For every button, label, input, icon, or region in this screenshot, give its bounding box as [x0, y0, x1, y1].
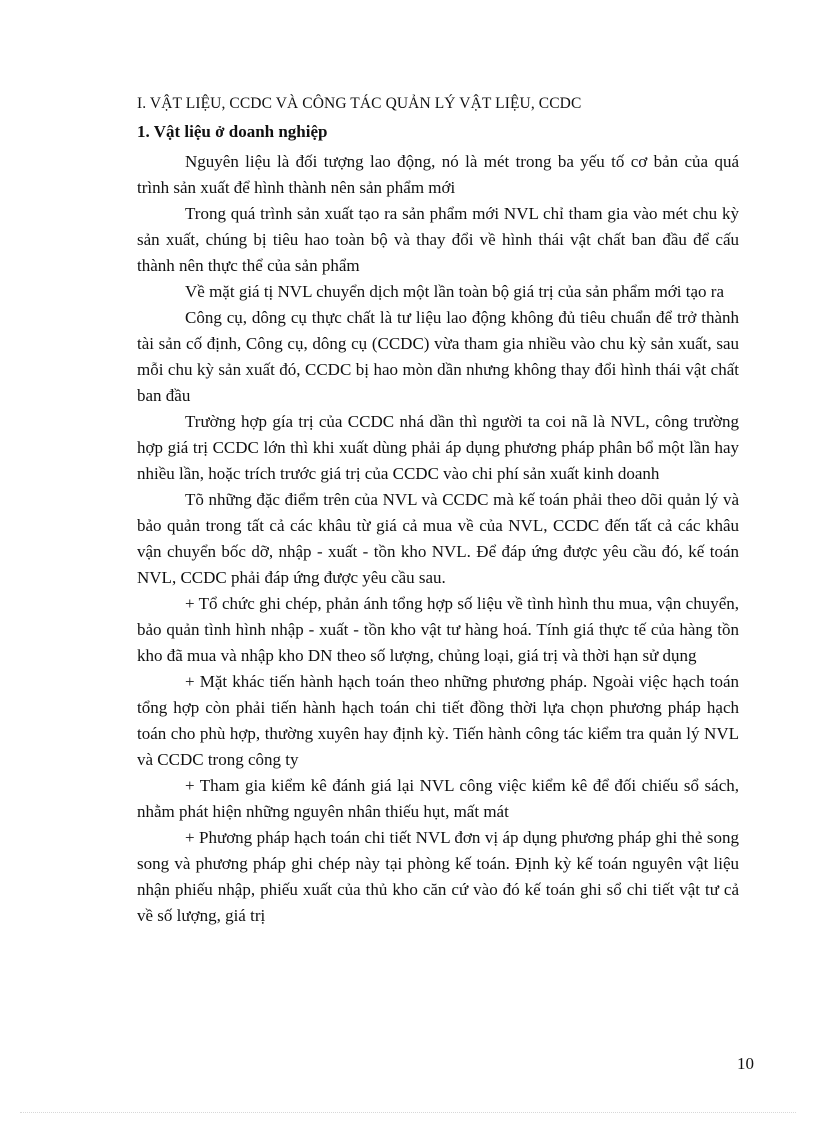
paragraph: Trong quá trình sản xuất tạo ra sản phẩm mới NVL chỉ tham gia vào mét chu kỳ sản xuất, chúng bị tiêu hao toàn bộ và thay đổi về hình thái vật chất ban đầu để cấu thành nên thực thể của sản phẩm	[137, 204, 739, 275]
paragraph: + Mặt khác tiến hành hạch toán theo những phương pháp. Ngoài việc hạch toán tổng hợp còn phải tiến hành hạch toán chi tiết đồng thời lựa chọn phương pháp hạch toán cho phù hợp, thường xuyên hay định kỳ. Tiến hành công tác kiểm tra quản lý NVL và CCDC trong công ty	[137, 672, 739, 769]
paragraph: + Phương pháp hạch toán chi tiết NVL đơn vị áp dụng phương pháp ghi thẻ song song và phương pháp ghi chép này tại phòng kế toán. Định kỳ kế toán nguyên vật liệu nhận phiếu nhập, phiếu xuất của thủ kho căn cứ vào đó kế toán ghi sổ chi tiết vật tư cả về số lượng, giá trị	[137, 828, 739, 925]
paragraph: Về mặt giá tị NVL chuyển dịch một lần toàn bộ giá trị của sản phẩm mới tạo ra	[185, 282, 724, 301]
document-page	[137, 93, 739, 929]
section-title: I. VẬT LIỆU, CCDC VÀ CÔNG TÁC QUẢN LÝ VẬT LIỆU, CCDC	[137, 95, 582, 112]
paragraph: Trường hợp gía trị của CCDC nhá dần thì người ta coi nã là NVL, công trường hợp giá trị CCDC lớn thì khi xuất dùng phải áp dụng phương pháp phân bổ một lần hay nhiều lần, hoặc trích trước giá trị của CCDC vào chi phí sản xuất kinh doanh	[137, 412, 739, 483]
paragraph: Nguyên liệu là đối tượng lao động, nó là mét trong ba yếu tố cơ bản của quá trình sản xuất để hình thành nên sản phẩm mới	[137, 152, 739, 197]
page-number: 10	[737, 1054, 754, 1073]
paragraph: Tõ những đặc điểm trên của NVL và CCDC mà kế toán phải theo dõi quản lý và bảo quản trong tất cả các khâu từ giá cả mua về của NVL, CCDC đến tất cả các khâu vận chuyển bốc dỡ, nhập - xuất - tồn kho NVL. Để đáp ứng được yêu cầu đó, kế toán NVL, CCDC phải đáp ứng được yêu cầu sau.	[137, 490, 739, 587]
subsection-title: 1. Vật liệu ở doanh nghiệp	[137, 122, 328, 141]
page-bottom-divider	[20, 1112, 796, 1113]
paragraph: + Tổ chức ghi chép, phản ánh tổng hợp số liệu về tình hình thu mua, vận chuyển, bảo quản tình hình nhập - xuất - tồn kho vật tư hàng hoá. Tính giá thực tế của hàng tồn kho đã mua và nhập kho DN theo số lượng, chủng loại, giá trị và thời hạn sử dụng	[137, 594, 739, 665]
paragraph: + Tham gia kiểm kê đánh giá lại NVL công việc kiểm kê để đối chiếu sổ sách, nhằm phát hiện những nguyên nhân thiếu hụt, mất mát	[137, 776, 739, 821]
paragraph: Công cụ, dông cụ thực chất là tư liệu lao động không đủ tiêu chuẩn để trở thành tài sản cố định, Công cụ, dông cụ (CCDC) vừa tham gia nhiều vào chu kỳ sản xuất, sau mỗi chu kỳ sản xuất đó, CCDC bị hao mòn dần nhưng không thay đổi hình thái vật chất ban đầu	[137, 308, 739, 405]
